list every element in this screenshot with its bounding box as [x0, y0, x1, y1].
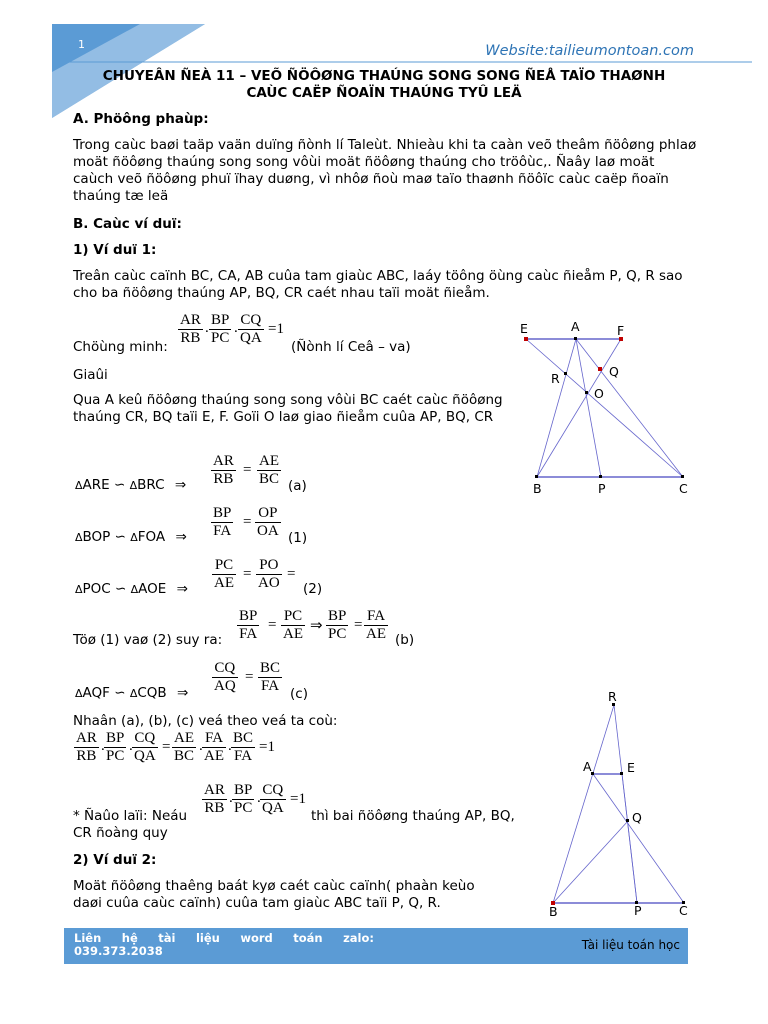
fraction: $\frac{CQ}{QA}$ — [240, 312, 262, 346]
triangle-icon: Δ — [130, 583, 139, 596]
point-o — [585, 391, 588, 394]
fraction: $\frac{BC}{FA}$ — [233, 730, 254, 764]
implies-icon: ⇒ — [174, 477, 187, 493]
label-q: Q — [609, 364, 619, 379]
fraction: $\frac{CQ}{QA}$ — [134, 730, 156, 764]
section-a-paragraph: Trong caùc baøi taäp vaän duïng ñònh lí Taleùt. Nhieàu khi ta caàn veõ theâm ñöôøng phlaø moät ñöôøng thaúng song song vôùi moät ñöôøng thaúng cho tröôùc,. Ñaây laø moät caùch veõ ñöôøng phuï ïhay duøng, vì nhôø ñoù maø taïo thaønh ñöôïc caùc caëp ñoaïn thaúng tæ leä — [73, 137, 697, 204]
fraction: $\frac{BP}{FA}$ — [239, 608, 258, 642]
label-b: B — [533, 481, 542, 496]
line-ab — [537, 339, 576, 477]
similarity-2: ΔPOC ∽ ΔAOE ⇒ — [75, 581, 188, 597]
dot-sign: . — [101, 738, 105, 754]
dot-sign: . — [234, 320, 238, 336]
example-2-statement: Moät ñöôøng thaêng baát kyø caét caùc caïnh( phaàn keùo daøi cuûa caùc caïnh) cuûa tam giaùc ABC taïi P, Q, R. — [73, 878, 475, 911]
fraction: $\frac{CQ}{QA}$ — [262, 782, 284, 816]
point-e — [620, 772, 623, 775]
footer-bar — [64, 928, 688, 964]
footer-label: Tài liệu toán học — [581, 938, 680, 952]
line-ep — [622, 774, 637, 903]
point-a — [574, 337, 577, 340]
title-line-2: CAÙC CAËP ÑOAÏN THAÚNG TYÛ LEÄ — [246, 85, 522, 101]
fraction: $\frac{OP}{OA}$ — [257, 505, 279, 539]
label-a: A — [583, 759, 592, 774]
fraction: $\frac{PC}{AE}$ — [283, 608, 303, 642]
fraction: $\frac{BP}{PC}$ — [211, 312, 230, 346]
line-ac — [576, 339, 683, 477]
equals-sign: = — [287, 566, 296, 582]
figure-2 — [545, 688, 695, 918]
similar-icon: ∽ — [114, 529, 126, 545]
multiply-text: Nhaân (a), (b), (c) veá theo veá ta coù: — [73, 713, 338, 729]
line-rb — [553, 705, 614, 903]
equals-sign: = — [162, 739, 171, 755]
fraction: $\frac{AR}{RB}$ — [76, 730, 97, 764]
point-p — [599, 475, 602, 478]
label-r: R — [608, 689, 617, 704]
equals-sign: = — [245, 669, 254, 685]
equation-tag-b: (b) — [395, 632, 415, 648]
triangle-icon: Δ — [130, 531, 138, 544]
fraction: $\frac{PC}{AE}$ — [214, 557, 234, 591]
label-o: O — [594, 386, 604, 401]
label-q: Q — [632, 810, 642, 825]
triangle-icon: Δ — [75, 583, 83, 596]
similarity-c: ΔAQF ∽ ΔCQB ⇒ — [75, 685, 189, 701]
example-2-heading: 2) Ví duï 2: — [73, 852, 157, 868]
fraction: $\frac{AR}{RB}$ — [204, 782, 225, 816]
equals-sign: = — [243, 514, 252, 530]
equation-tag-a: (a) — [288, 478, 307, 494]
fraction: $\frac{FA}{AE}$ — [366, 608, 386, 642]
fraction: $\frac{AR}{RB}$ — [180, 312, 201, 346]
similarity-a: ΔARE ∽ ΔBRC ⇒ — [75, 477, 187, 493]
similar-icon: ∽ — [114, 685, 126, 701]
section-b-heading: B. Caùc ví duï: — [73, 216, 182, 232]
label-p: P — [598, 481, 606, 496]
fraction: $\frac{PO}{AO}$ — [258, 557, 280, 591]
equals-one: =1 — [259, 739, 275, 755]
label-b: B — [549, 904, 558, 918]
dot-sign: . — [205, 320, 209, 336]
label-e: E — [520, 321, 528, 336]
equals-one: =1 — [268, 321, 284, 337]
equation-tag-1: (1) — [288, 530, 308, 546]
fraction: $\frac{BP}{PC}$ — [106, 730, 125, 764]
section-a-heading: A. Phöông phaùp: — [73, 111, 209, 127]
fraction: $\frac{BC}{FA}$ — [260, 660, 281, 694]
similar-icon: ∽ — [113, 477, 126, 493]
point-q — [626, 819, 629, 822]
equation-tag-c: (c) — [290, 686, 308, 702]
example-1-heading: 1) Ví duï 1: — [73, 242, 157, 258]
triangle-icon: Δ — [129, 687, 138, 700]
similarity-1: ΔBOP ∽ ΔFOA ⇒ — [75, 529, 187, 545]
label-e: E — [627, 760, 635, 775]
equals-sign: = — [243, 566, 252, 582]
page-title — [60, 68, 708, 102]
converse-line-2: CR ñoàng quy — [73, 825, 168, 841]
fraction: $\frac{AR}{RB}$ — [213, 453, 234, 487]
label-p: P — [634, 903, 642, 918]
converse-suffix: thì bai ñöôøng thaúng AP, BQ, — [311, 808, 515, 824]
dot-sign: . — [257, 790, 261, 806]
fraction: $\frac{BP}{FA}$ — [213, 505, 232, 539]
equals-sign: = — [243, 462, 252, 478]
example-1-statement: Treân caùc caïnh BC, CA, AB cuûa tam giaùc ABC, laáy töông öùng caùc ñieåm P, Q, R sao cho ba ñöôøng thaúng AP, BQ, CR caét nhau taïi moät ñieåm. — [73, 268, 683, 301]
triangle-icon: Δ — [75, 479, 83, 492]
label-c: C — [679, 481, 688, 496]
equation-tag-2: (2) — [303, 581, 323, 597]
label-r: R — [551, 371, 560, 386]
implies-icon: ⇒ — [176, 685, 189, 701]
dot-sign: . — [229, 790, 233, 806]
line-bq — [553, 821, 628, 903]
triangle-icon: Δ — [75, 531, 83, 544]
label-a: A — [571, 319, 580, 334]
triangle-icon: Δ — [129, 479, 138, 492]
similar-icon: ∽ — [115, 581, 127, 597]
from-label: Töø (1) vaø (2) suy ra: — [73, 632, 223, 648]
fraction: $\frac{AE}{BC}$ — [259, 453, 280, 487]
implies-icon: ⇒ — [176, 581, 188, 597]
equals-sign: = — [268, 617, 277, 633]
triangle-icon: Δ — [75, 687, 83, 700]
point-e — [524, 337, 528, 341]
label-f: F — [617, 323, 625, 338]
solution-text: Qua A keû ñöôøng thaúng song song vôùi BC caét caùc ñöôøng thaúng CR, BQ taïi E, F. Goïi O laø giao ñieåm cuûa AP, BQ, CR — [73, 392, 503, 425]
footer-contact: Liên hệ tài liệu word toán zalo: 039.373.2038 — [74, 931, 374, 958]
title-line-1: CHUYEÂN ÑEÀ 11 – VEÕ ÑÖÔØNG THAÚNG SONG SONG ÑEÅ TAÏO THAØNH — [102, 68, 666, 84]
converse-prefix: * Ñaûo laïi: Neáu — [73, 808, 188, 824]
figure-1 — [510, 318, 710, 503]
implies-icon: ⇒ — [310, 618, 323, 634]
theorem-name: (Ñònh lí Ceâ – va) — [291, 339, 411, 355]
implies-icon: ⇒ — [175, 529, 187, 545]
point-q — [598, 367, 602, 371]
equals-one: =1 — [290, 791, 306, 807]
fraction: $\frac{AE}{BC}$ — [174, 730, 195, 764]
point-r — [564, 372, 567, 375]
solution-label: Giaûi — [73, 367, 108, 383]
line-ap — [576, 339, 601, 477]
label-c: C — [679, 903, 688, 918]
fraction: $\frac{BP}{PC}$ — [234, 782, 253, 816]
point-b — [535, 475, 538, 478]
dot-sign: . — [129, 738, 133, 754]
page-number: 1 — [78, 38, 85, 51]
fraction: $\frac{BP}{PC}$ — [328, 608, 347, 642]
fraction: $\frac{CQ}{AQ}$ — [214, 660, 236, 694]
dot-sign: . — [199, 738, 203, 754]
website-link[interactable]: Website:tailieumontoan.com — [485, 43, 694, 59]
equals-sign: = — [354, 617, 363, 633]
line-ac — [593, 774, 684, 903]
point-c — [681, 475, 684, 478]
dot-sign: . — [228, 738, 232, 754]
fraction: $\frac{FA}{AE}$ — [204, 730, 224, 764]
prove-label: Chöùng minh: — [73, 339, 168, 355]
